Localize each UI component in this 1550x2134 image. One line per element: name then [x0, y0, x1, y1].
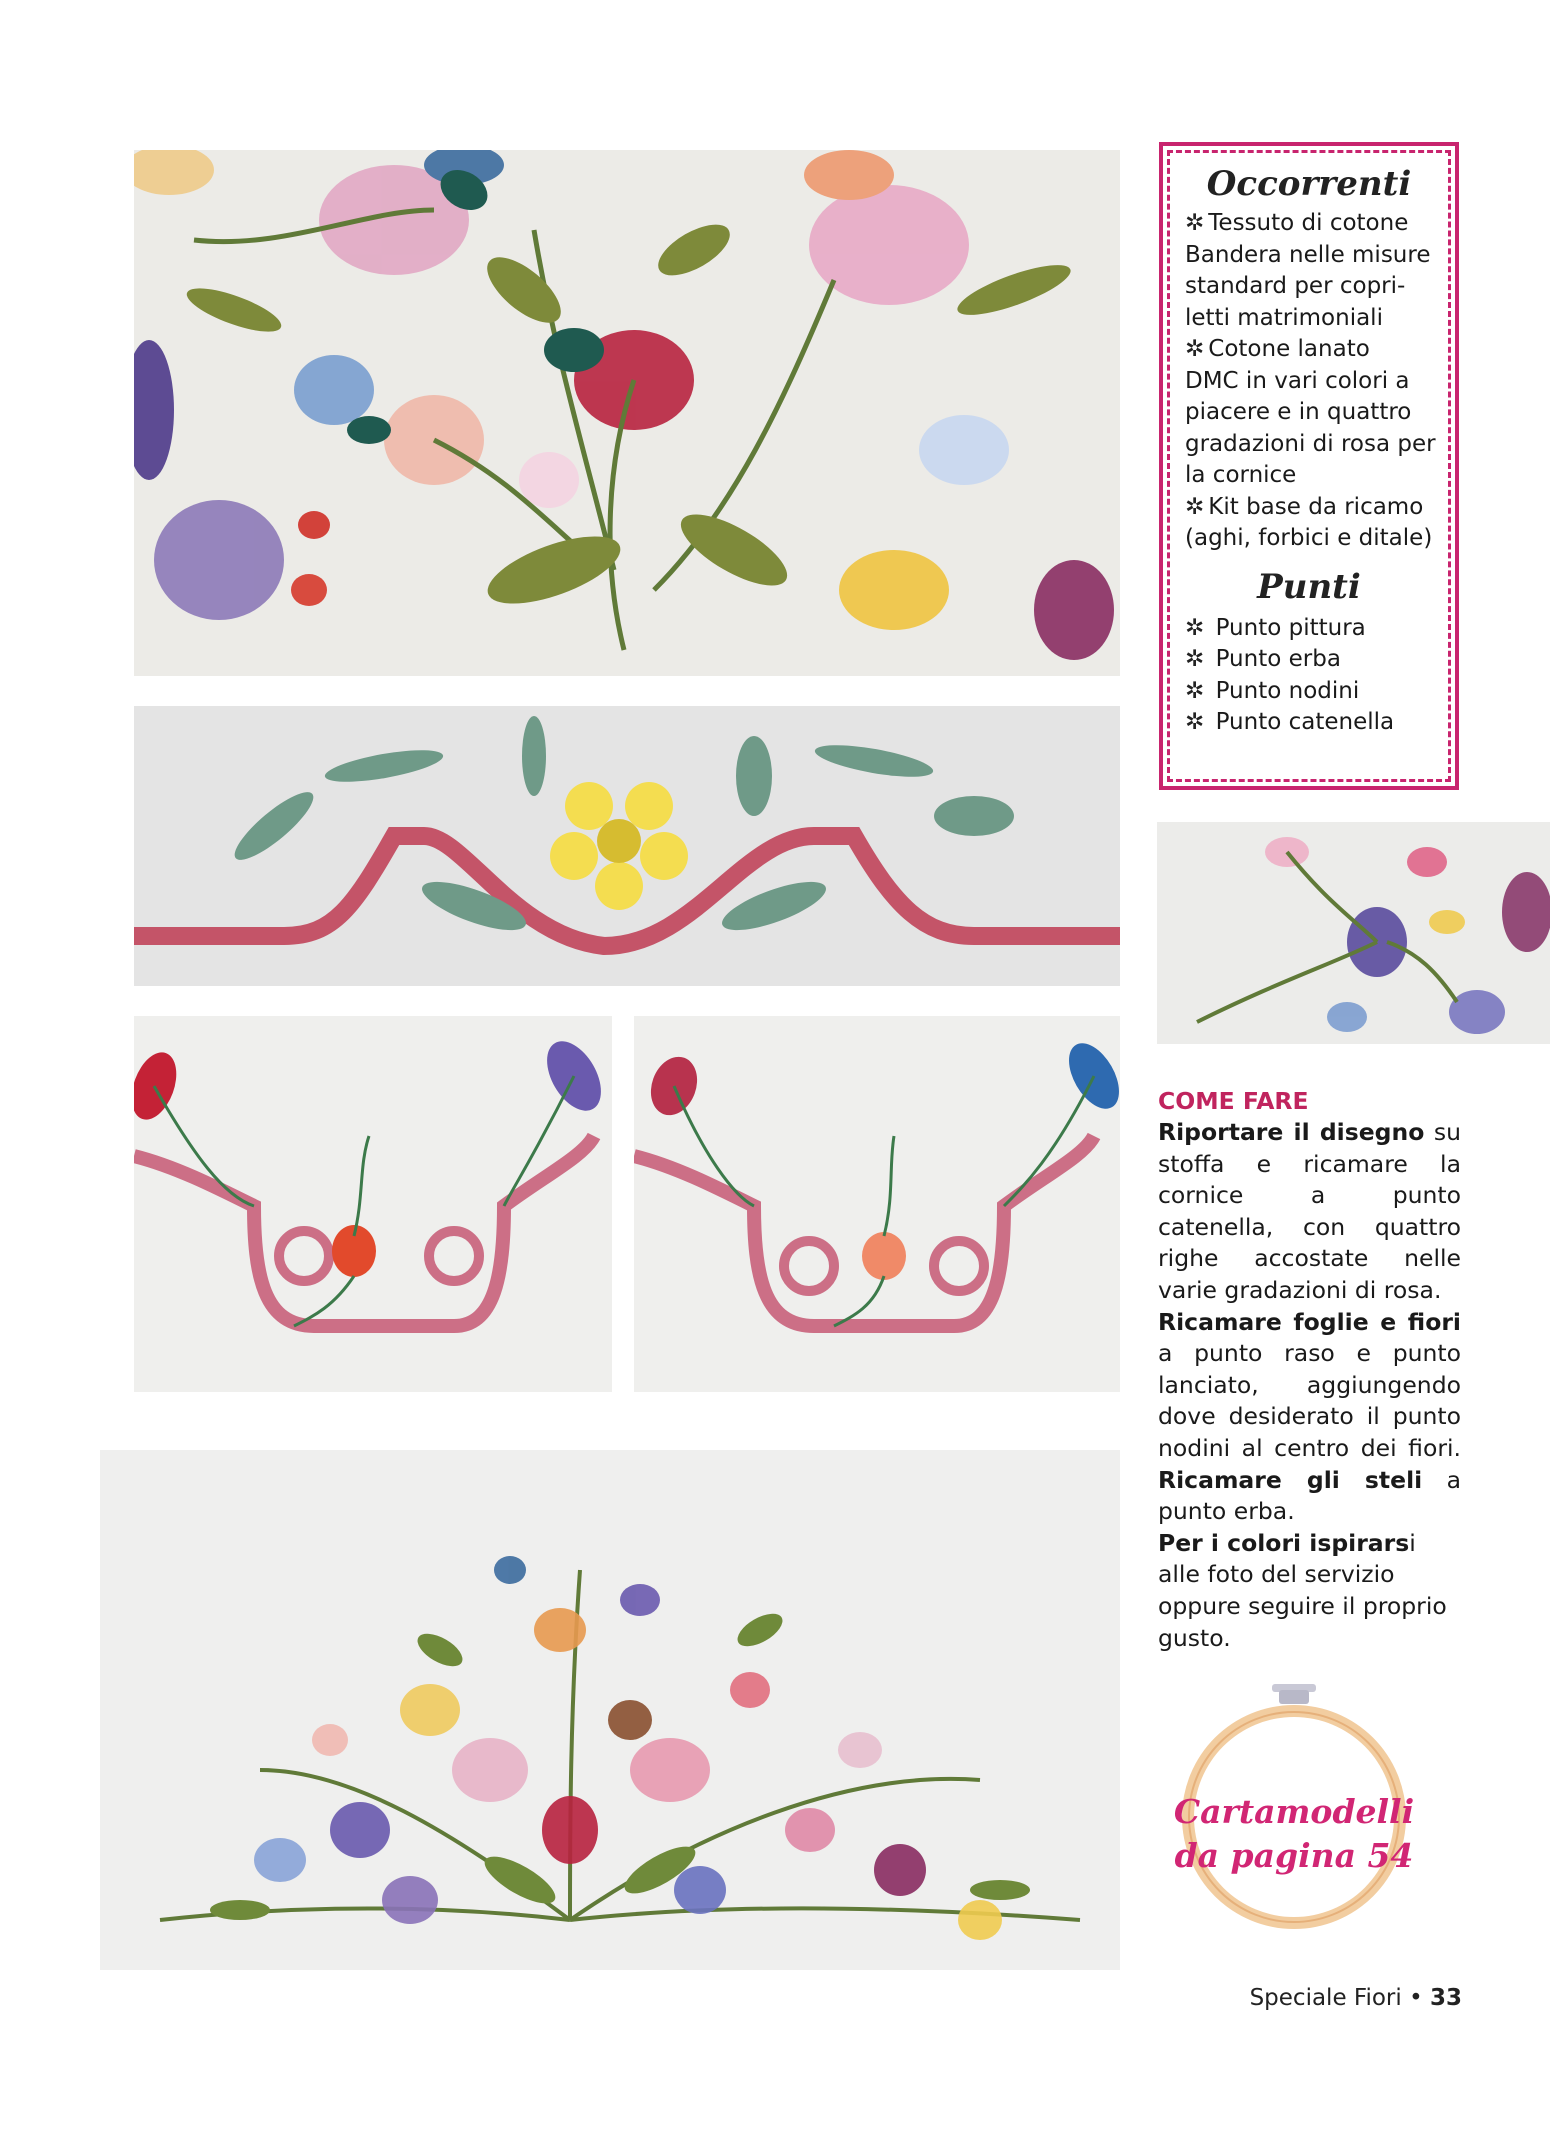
instruction-paragraph: Riportare il disegno su stoffa e ricamare la cornice a punto catenella, con quattro righe accostate nelle varie gradazioni di rosa. — [1158, 1118, 1461, 1304]
occorrenti-list — [1163, 208, 1455, 555]
asterisk-icon: ✲ — [1185, 210, 1205, 236]
page-number: 33 — [1429, 1985, 1462, 2011]
page-footer — [1250, 1985, 1462, 2011]
asterisk-icon: ✲ — [1185, 493, 1205, 520]
photo-corner-motif-right — [634, 1016, 1120, 1392]
punti-title: Punti — [1257, 566, 1361, 607]
occorrenti-box — [1159, 142, 1459, 790]
list-item: ✲ Punto nodini — [1185, 677, 1360, 704]
photo-side-bouquet — [1157, 822, 1550, 1044]
list-item: ✲ Cotone lanato — [1185, 336, 1370, 362]
embroidery-hoop-badge — [1167, 1680, 1421, 1934]
asterisk-icon: ✲ — [1185, 614, 1205, 641]
list-item: ✲ Kit base da ricamo — [1185, 493, 1424, 520]
photo-bouquet-detail — [134, 150, 1120, 676]
magazine-name: Speciale Fiori — [1249, 1985, 1402, 2011]
list-item: DMC in vari colori a — [1185, 367, 1410, 394]
photo-border-band — [134, 706, 1120, 986]
list-item: ✲ Punto erba — [1185, 646, 1341, 672]
list-item: letti matrimoniali — [1185, 304, 1383, 331]
list-item: la cornice — [1185, 462, 1297, 488]
occorrenti-title: Occorrenti — [1206, 164, 1412, 204]
punti-list — [1163, 613, 1455, 739]
come-fare-heading: COME FARE — [1158, 1087, 1309, 1115]
list-item: ✲ Punto pittura — [1185, 614, 1366, 641]
hoop-line-1: Cartamodelli — [1173, 1792, 1415, 1831]
list-item: gradazioni di rosa per — [1185, 430, 1436, 457]
asterisk-icon: ✲ — [1185, 677, 1205, 704]
list-item: piacere e in quattro — [1185, 399, 1412, 425]
instruction-paragraph: Per i colori ispirarsi alle foto del servizio oppure seguire il proprio gusto. — [1158, 1528, 1447, 1652]
list-item: Bandera nelle misure — [1185, 241, 1431, 268]
asterisk-icon: ✲ — [1185, 336, 1205, 362]
list-item: ✲ Punto catenella — [1185, 709, 1395, 735]
asterisk-icon: ✲ — [1185, 709, 1205, 735]
hoop-line-2: da pagina 54 — [1174, 1836, 1414, 1875]
list-item: (aghi, forbici e ditale) — [1185, 525, 1433, 551]
photo-corner-motif-left — [134, 1016, 612, 1392]
come-fare-section — [1158, 1086, 1461, 1654]
footer-separator: • — [1401, 1985, 1430, 2011]
asterisk-icon: ✲ — [1185, 646, 1205, 672]
list-item: ✲ Tessuto di cotone — [1185, 210, 1409, 236]
photo-triangle-bouquet — [100, 1450, 1120, 1970]
list-item: standard per copri- — [1185, 273, 1406, 299]
instruction-paragraph: Ricamare foglie e fiori a punto raso e punto lanciato, aggiungendo dove desiderato il punto nodini al centro dei fiori. Ricamare gli steli a punto erba. — [1158, 1307, 1461, 1526]
